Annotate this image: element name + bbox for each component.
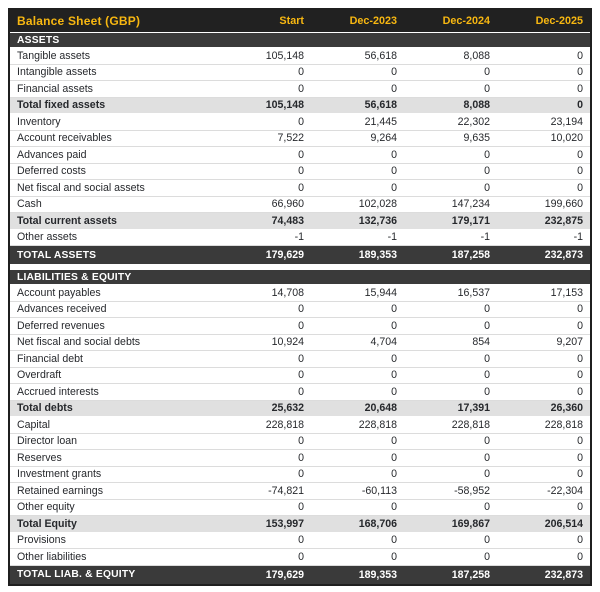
table-header-row — [10, 10, 590, 33]
table-row — [10, 114, 590, 131]
table-row — [10, 467, 590, 484]
cell-value: 105,148 — [265, 49, 304, 62]
cell-value: 0 — [391, 385, 397, 398]
table-row — [10, 450, 590, 467]
cell-value: 0 — [484, 534, 490, 547]
cell-value: 179,629 — [265, 249, 304, 261]
cell-value: 0 — [298, 435, 304, 448]
column-header-dec-2023: Dec-2023 — [349, 15, 397, 27]
cell-value: 189,353 — [358, 249, 397, 261]
cell-value: 228,818 — [358, 418, 397, 431]
cell-value: 0 — [298, 451, 304, 464]
row-label: Overdraft — [17, 369, 62, 382]
cell-value: 10,020 — [550, 132, 583, 145]
column-header-start: Start — [279, 15, 304, 27]
cell-value: 0 — [391, 451, 397, 464]
table-row — [10, 549, 590, 566]
cell-value: 0 — [298, 66, 304, 79]
cell-value: 0 — [298, 319, 304, 332]
cell-value: -22,304 — [547, 484, 583, 497]
cell-value: 4,704 — [370, 336, 397, 349]
row-label: Investment grants — [17, 468, 102, 481]
cell-value: 25,632 — [271, 402, 304, 415]
cell-value: 0 — [391, 550, 397, 563]
cell-value: 0 — [391, 468, 397, 481]
cell-value: 0 — [484, 435, 490, 448]
cell-value: 0 — [577, 319, 583, 332]
row-label: Provisions — [17, 534, 66, 547]
cell-value: -1 — [480, 231, 490, 244]
row-label: Cash — [17, 198, 42, 211]
cell-value: 0 — [298, 534, 304, 547]
cell-value: 102,028 — [358, 198, 397, 211]
cell-value: 0 — [484, 501, 490, 514]
row-label: Inventory — [17, 115, 61, 128]
cell-value: 20,648 — [364, 402, 397, 415]
cell-value: 0 — [391, 352, 397, 365]
table-row — [10, 384, 590, 401]
cell-value: 147,234 — [451, 198, 490, 211]
table-row — [10, 351, 590, 368]
cell-value: 0 — [577, 148, 583, 161]
cell-value: 0 — [577, 534, 583, 547]
cell-value: 14,708 — [271, 286, 304, 299]
cell-value: 0 — [391, 66, 397, 79]
cell-value: 0 — [577, 550, 583, 563]
row-label: Intangible assets — [17, 66, 97, 79]
table-row — [10, 164, 590, 181]
cell-value: 0 — [484, 66, 490, 79]
row-label: TOTAL ASSETS — [17, 249, 97, 261]
table-row — [10, 417, 590, 434]
table-row — [10, 147, 590, 164]
cell-value: 232,873 — [544, 249, 583, 261]
cell-value: 0 — [484, 550, 490, 563]
row-label: Net fiscal and social assets — [17, 181, 145, 194]
cell-value: 56,618 — [364, 99, 397, 112]
cell-value: 0 — [484, 451, 490, 464]
cell-value: 0 — [391, 148, 397, 161]
cell-value: 0 — [391, 82, 397, 95]
cell-value: 0 — [391, 303, 397, 316]
cell-value: 66,960 — [271, 198, 304, 211]
cell-value: 17,153 — [550, 286, 583, 299]
cell-value: 8,088 — [463, 49, 490, 62]
table-row — [10, 533, 590, 550]
cell-value: 854 — [472, 336, 490, 349]
cell-value: 168,706 — [358, 517, 397, 530]
table-row — [10, 213, 590, 230]
row-label: Capital — [17, 418, 50, 431]
cell-value: 0 — [484, 148, 490, 161]
cell-value: 9,264 — [370, 132, 397, 145]
cell-value: 0 — [298, 181, 304, 194]
cell-value: 0 — [298, 165, 304, 178]
cell-value: 15,944 — [364, 286, 397, 299]
row-label: Advances paid — [17, 148, 87, 161]
row-label: Accrued interests — [17, 385, 99, 398]
cell-value: 0 — [391, 534, 397, 547]
cell-value: 10,924 — [271, 336, 304, 349]
row-label: Other assets — [17, 231, 78, 244]
row-label: Reserves — [17, 451, 62, 464]
cell-value: 0 — [391, 165, 397, 178]
table-row — [10, 197, 590, 214]
cell-value: 21,445 — [364, 115, 397, 128]
cell-value: 0 — [577, 369, 583, 382]
row-label: Other liabilities — [17, 550, 87, 563]
cell-value: 206,514 — [544, 517, 583, 530]
table-title: Balance Sheet (GBP) — [17, 14, 141, 28]
cell-value: 16,537 — [457, 286, 490, 299]
row-label: Retained earnings — [17, 484, 103, 497]
cell-value: 0 — [577, 385, 583, 398]
cell-value: 105,148 — [265, 99, 304, 112]
cell-value: 8,088 — [463, 99, 490, 112]
balance-sheet-table — [8, 8, 592, 586]
table-row — [10, 81, 590, 98]
cell-value: 0 — [484, 303, 490, 316]
table-row — [10, 566, 590, 584]
cell-value: 22,302 — [457, 115, 490, 128]
table-row — [10, 318, 590, 335]
table-row — [10, 65, 590, 82]
cell-value: 0 — [298, 501, 304, 514]
cell-value: 0 — [298, 82, 304, 95]
cell-value: 0 — [391, 435, 397, 448]
cell-value: -58,952 — [454, 484, 490, 497]
cell-value: 0 — [298, 550, 304, 563]
cell-value: -1 — [573, 231, 583, 244]
row-label: Advances received — [17, 303, 107, 316]
cell-value: 56,618 — [364, 49, 397, 62]
row-label: Total debts — [17, 402, 73, 415]
table-row — [10, 285, 590, 302]
cell-value: 189,353 — [358, 568, 397, 581]
cell-value: 228,818 — [544, 418, 583, 431]
cell-value: -1 — [294, 231, 304, 244]
row-label: Deferred costs — [17, 165, 86, 178]
cell-value: 0 — [391, 369, 397, 382]
cell-value: 232,873 — [544, 568, 583, 581]
table-row — [10, 335, 590, 352]
row-label: Account receivables — [17, 132, 112, 145]
cell-value: 0 — [484, 385, 490, 398]
table-row — [10, 302, 590, 319]
cell-value: 0 — [577, 66, 583, 79]
cell-value: 0 — [484, 319, 490, 332]
cell-value: 228,818 — [451, 418, 490, 431]
cell-value: 0 — [298, 352, 304, 365]
cell-value: 0 — [577, 99, 583, 112]
table-row — [10, 483, 590, 500]
cell-value: 0 — [577, 451, 583, 464]
row-label: LIABILITIES & EQUITY — [17, 271, 132, 283]
cell-value: 0 — [484, 82, 490, 95]
cell-value: -74,821 — [268, 484, 304, 497]
row-label: Net fiscal and social debts — [17, 336, 141, 349]
table-row — [10, 48, 590, 65]
row-label: Financial debt — [17, 352, 83, 365]
cell-value: 187,258 — [451, 249, 490, 261]
table-row — [10, 98, 590, 115]
row-label: ASSETS — [17, 34, 60, 46]
cell-value: 0 — [577, 181, 583, 194]
table-row — [10, 246, 590, 264]
table-row — [10, 500, 590, 517]
cell-value: -60,113 — [361, 484, 397, 497]
row-label: Account payables — [17, 286, 101, 299]
row-label: Tangible assets — [17, 49, 91, 62]
cell-value: 0 — [577, 165, 583, 178]
row-label: Total current assets — [17, 214, 117, 227]
cell-value: 17,391 — [457, 402, 490, 415]
row-label: Deferred revenues — [17, 319, 105, 332]
row-label: Other equity — [17, 501, 75, 514]
cell-value: 153,997 — [265, 517, 304, 530]
section-header-row — [10, 33, 590, 48]
table-row — [10, 180, 590, 197]
balance-sheet-rows — [10, 33, 590, 584]
table-row — [10, 434, 590, 451]
row-label: TOTAL LIAB. & EQUITY — [17, 569, 136, 580]
cell-value: 169,867 — [451, 517, 490, 530]
table-row — [10, 401, 590, 418]
cell-value: 0 — [298, 385, 304, 398]
table-row — [10, 230, 590, 247]
cell-value: 179,629 — [265, 568, 304, 581]
cell-value: 0 — [577, 303, 583, 316]
cell-value: 0 — [298, 148, 304, 161]
cell-value: 9,207 — [556, 336, 583, 349]
table-row — [10, 516, 590, 533]
cell-value: 7,522 — [277, 132, 304, 145]
cell-value: 0 — [484, 468, 490, 481]
cell-value: 0 — [577, 468, 583, 481]
cell-value: 0 — [577, 82, 583, 95]
cell-value: 0 — [298, 369, 304, 382]
cell-value: 232,875 — [544, 214, 583, 227]
cell-value: 0 — [484, 352, 490, 365]
row-label: Director loan — [17, 435, 78, 448]
cell-value: 26,360 — [550, 402, 583, 415]
cell-value: 179,171 — [451, 214, 490, 227]
cell-value: 23,194 — [550, 115, 583, 128]
cell-value: 0 — [577, 501, 583, 514]
cell-value: 0 — [391, 319, 397, 332]
cell-value: 0 — [484, 181, 490, 194]
table-row — [10, 368, 590, 385]
cell-value: 0 — [484, 369, 490, 382]
section-header-row — [10, 270, 590, 285]
cell-value: 199,660 — [544, 198, 583, 211]
cell-value: 187,258 — [451, 568, 490, 581]
cell-value: 0 — [484, 165, 490, 178]
cell-value: 0 — [391, 181, 397, 194]
cell-value: -1 — [387, 231, 397, 244]
table-row — [10, 131, 590, 148]
cell-value: 74,483 — [271, 214, 304, 227]
cell-value: 0 — [298, 468, 304, 481]
cell-value: 0 — [577, 49, 583, 62]
cell-value: 9,635 — [463, 132, 490, 145]
column-header-dec-2025: Dec-2025 — [535, 15, 583, 27]
cell-value: 0 — [391, 501, 397, 514]
column-header-dec-2024: Dec-2024 — [442, 15, 490, 27]
row-label: Total Equity — [17, 517, 77, 530]
cell-value: 0 — [577, 435, 583, 448]
row-label: Financial assets — [17, 82, 93, 95]
cell-value: 132,736 — [358, 214, 397, 227]
cell-value: 0 — [298, 115, 304, 128]
cell-value: 228,818 — [265, 418, 304, 431]
cell-value: 0 — [577, 352, 583, 365]
cell-value: 0 — [298, 303, 304, 316]
row-label: Total fixed assets — [17, 99, 106, 112]
